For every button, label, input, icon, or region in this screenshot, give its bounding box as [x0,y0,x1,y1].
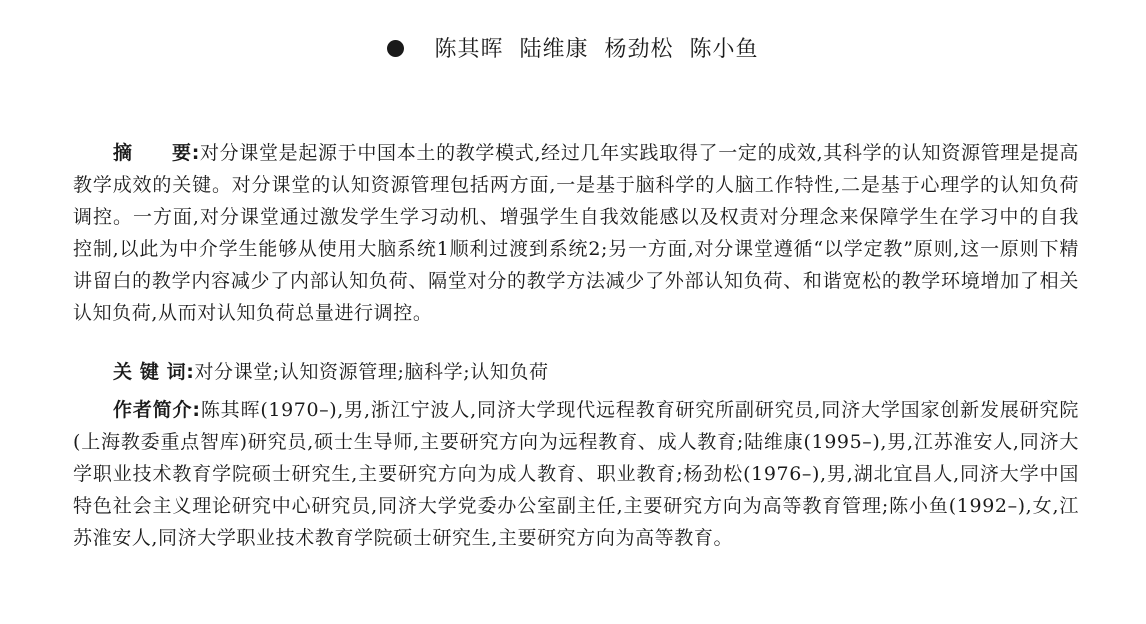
keywords-text: 对分课堂;认知资源管理;脑科学;认知负荷 [194,361,549,383]
bio-text: 陈其晖(1970–),男,浙江宁波人,同济大学现代远程教育研究所副研究员,同济大学国家创新发展研究院(上海教委重点智库)研究员,硕士生导师,主要研究方向为远程教育、成人教育;陆维康(1995–),男,江苏淮安人,同济大学职业技术教育学院硕士研究生,主要研究方向为成人教育、职业教育;杨劲松(1976–),男,湖北宜昌人,同济大学中国特色社会主义理论研究中心研究员,同济大学党委办公室副主任,主要研究方向为高等教育管理;陈小鱼(1992–),女,江苏淮安人,同济大学职业技术教育学院硕士研究生,主要研究方向为高等教育。 [73,399,1079,549]
abstract-text: 对分课堂是起源于中国本土的教学模式,经过几年实践取得了一定的成效,其科学的认知资源管理是提高教学成效的关键。对分课堂的认知资源管理包括两方面,一是基于脑科学的人脑工作特性,二是基于心理学的认知负荷调控。一方面,对分课堂通过激发学生学习动机、增强学生自我效能感以及权责对分理念来保障学生在学习中的自我控制,以此为中介学生能够从使用大脑系统1顺利过渡到系统2;另一方面,对分课堂遵循“以学定教”原则,这一原则下精讲留白的教学内容减少了内部认知负荷、隔堂对分的教学方法减少了外部认知负荷、和谐宽松的教学环境增加了相关认知负荷,从而对认知负荷总量进行调控。 [73,142,1079,324]
abstract-label: 摘 要: [113,142,200,164]
author-name-4: 陈小鱼 [689,37,759,62]
bio-label: 作者简介: [113,399,201,421]
abstract-paragraph [73,137,1079,329]
author-bio-paragraph [73,394,1079,554]
author-name-2: 陆维康 [519,37,589,62]
author-line [0,34,1146,66]
keywords-paragraph [73,356,1079,388]
author-name-1: 陈其晖 [434,37,504,62]
author-name-3: 杨劲松 [604,37,674,62]
bullet-icon [387,40,404,57]
keywords-label: 关 键 词: [113,361,195,383]
